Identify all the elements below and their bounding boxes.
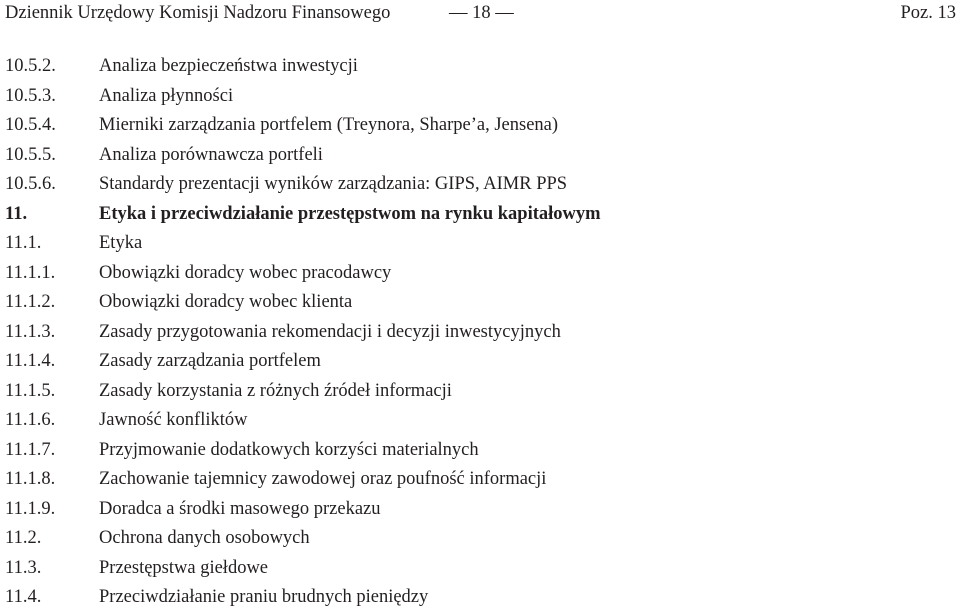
page-number: — 18 —: [449, 3, 514, 23]
toc-entry-title: Przestępstwa giełdowe: [99, 557, 269, 578]
toc-entry: [5, 200, 955, 230]
toc-entry: [5, 170, 955, 200]
toc-entry: [5, 377, 955, 407]
toc-entry: [5, 583, 955, 613]
toc-entry: [5, 259, 955, 289]
toc-entry-title: Zasady korzystania z różnych źródeł informacji: [99, 380, 452, 401]
toc-entry-title: Zachowanie tajemnicy zawodowej oraz poufność informacji: [99, 469, 547, 489]
toc-entry: [5, 52, 955, 82]
toc-entry-title: Mierniki zarządzania portfelem (Treynora, Sharpe’a, Jensena): [99, 115, 559, 135]
toc-entry: [5, 111, 955, 141]
toc-entry: [5, 82, 955, 112]
toc-entry: [5, 318, 955, 348]
toc-entry-title: Etyka i przeciwdziałanie przestępstwom na rynku kapitałowym: [99, 203, 601, 224]
toc-entry: [5, 554, 955, 584]
toc-entry-title: Ochrona danych osobowych: [99, 528, 310, 548]
toc-entry-number: 11.: [5, 203, 28, 224]
toc-entry: [5, 141, 955, 171]
toc-entry: [5, 465, 955, 495]
toc-entry-number: 11.1.9.: [5, 498, 56, 519]
toc-entry-title: Analiza porównawcza portfeli: [99, 144, 323, 165]
toc-entry-number: 10.5.2.: [5, 56, 56, 76]
toc-entry-title: Przyjmowanie dodatkowych korzyści materialnych: [99, 439, 479, 460]
toc-entry-number: 11.1.: [5, 233, 42, 253]
toc-entry-title: Obowiązki doradcy wobec klienta: [99, 292, 353, 312]
toc-entry-title: Zasady przygotowania rekomendacji i decyzji inwestycyjnych: [99, 321, 561, 342]
toc-entry-title: Jawność konfliktów: [99, 410, 248, 430]
toc-entry-title: Standardy prezentacji wyników zarządzania: GIPS, AIMR PPS: [99, 174, 568, 194]
toc-entry-title: Doradca a środki masowego przekazu: [99, 498, 381, 519]
toc-entry-number: 11.1.3.: [5, 321, 56, 342]
toc-entry: [5, 436, 955, 466]
toc-entry: [5, 347, 955, 377]
toc-entry-title: Etyka: [99, 233, 143, 253]
toc-entry-title: Zasady zarządzania portfelem: [99, 351, 321, 371]
position-number: Poz. 13: [900, 3, 956, 23]
toc-entry-number: 11.1.7.: [5, 439, 56, 460]
toc-entry: [5, 229, 955, 259]
page-header: [5, 0, 960, 26]
toc-entry-number: 10.5.4.: [5, 115, 56, 135]
table-of-contents: [5, 52, 955, 613]
toc-entry-number: 11.1.1.: [5, 262, 56, 283]
toc-entry-title: Przeciwdziałanie praniu brudnych pieniędzy: [99, 587, 429, 607]
toc-entry-number: 10.5.3.: [5, 85, 56, 106]
toc-entry-number: 11.4.: [5, 587, 42, 607]
toc-entry-title: Analiza bezpieczeństwa inwestycji: [99, 56, 358, 76]
toc-entry: [5, 288, 955, 318]
toc-entry-number: 11.1.4.: [5, 351, 56, 371]
toc-entry-title: Obowiązki doradcy wobec pracodawcy: [99, 262, 392, 283]
toc-entry-number: 10.5.5.: [5, 144, 56, 165]
toc-entry-number: 11.1.6.: [5, 410, 56, 430]
toc-entry: [5, 406, 955, 436]
toc-entry-number: 11.2.: [5, 528, 42, 548]
toc-entry-number: 11.1.5.: [5, 380, 56, 401]
toc-entry-title: Analiza płynności: [99, 85, 234, 106]
toc-entry-number: 11.3.: [5, 557, 42, 578]
journal-title: Dziennik Urzędowy Komisji Nadzoru Finansowego: [5, 3, 391, 23]
toc-entry: [5, 495, 955, 525]
toc-entry: [5, 524, 955, 554]
toc-entry-number: 11.1.2.: [5, 292, 56, 312]
toc-entry-number: 11.1.8.: [5, 469, 56, 489]
toc-entry-number: 10.5.6.: [5, 174, 56, 194]
